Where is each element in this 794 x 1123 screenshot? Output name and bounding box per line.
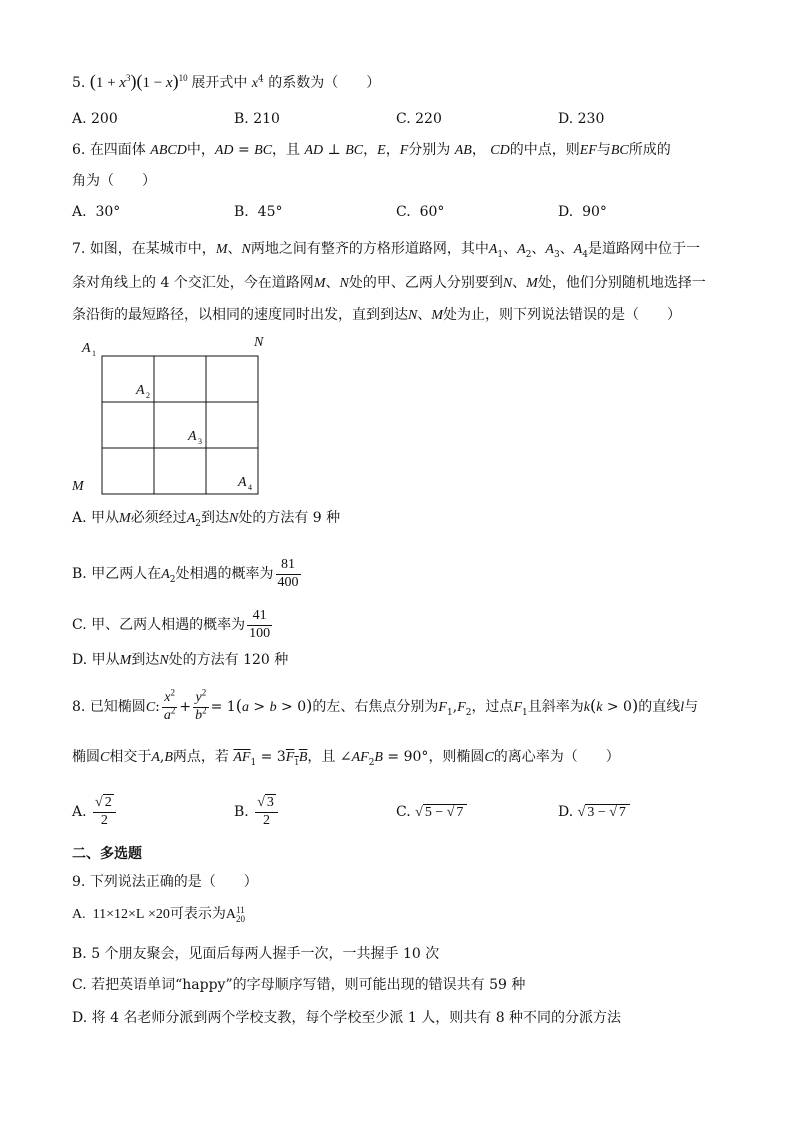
q9-option-a[interactable]: A. 11×12×L ×20可表示为A 11 20 <box>72 904 245 924</box>
label-A1-sub: 1 <box>92 349 96 358</box>
question-9: 9. 下列说法正确的是（ ） <box>72 874 258 890</box>
q5-tail: 展开式中 <box>191 75 248 91</box>
label-A3-sub: 3 <box>198 437 202 446</box>
q5-tail2: 的系数为（ ） <box>268 75 381 91</box>
q6-option-c[interactable]: C. 60° <box>396 204 445 220</box>
q6-option-d[interactable]: D. 90° <box>558 204 607 220</box>
q6-option-a[interactable]: A. 30° <box>72 204 121 220</box>
q5-option-d[interactable]: D. 230 <box>558 111 605 127</box>
label-A4: A <box>238 475 247 490</box>
q8-option-c[interactable]: C. √ 5 − √ 7 <box>396 790 467 835</box>
label-A3: A <box>188 429 197 444</box>
q7-option-c[interactable]: C. 甲、乙两人相遇的概率为 $\frac{41}{100}$ <box>72 608 271 641</box>
q7-option-b[interactable]: B. 甲乙两人在$A_2$处相遇的概率为 $\frac{81}{400}$ <box>72 557 299 590</box>
grid-lines <box>102 356 258 494</box>
section-title-multiple-choice: 二、多选题 <box>72 846 142 862</box>
q5-option-a[interactable]: A. 200 <box>72 111 118 127</box>
label-A4-sub: 4 <box>248 483 252 492</box>
question-5: 5. $(1 + x^3)(1 - x)^{10}$ 展开式中 $x^4$ 的系数为（ ） <box>72 71 381 91</box>
question-6: 6. 在四面体 ABCD中，AD = BC，且 AD ⊥ BC，E，F分别为 AB， CD的中点，则EF与BC所成的 <box>72 142 671 158</box>
q7-line3: 条沿街的最短路径，以相同的速度同时出发，直到到达N、M处为止，则下列说法错误的是（ ） <box>72 307 682 323</box>
q7-line2: 条对角线上的 4 个交汇处，今在道路网M、N处的甲、乙两人分别要到N、M处，他们分别随机地选择一 <box>72 275 706 291</box>
q5-number: 5. <box>72 75 86 91</box>
q8-option-a[interactable]: A. $\frac{√ 2}{2}$ <box>72 790 118 834</box>
label-M: M <box>72 479 84 494</box>
label-A1: A <box>82 341 91 356</box>
q6-line2: 角为（ ） <box>72 173 156 189</box>
q8-option-d[interactable]: D. √ 3 − √ 7 <box>558 790 630 835</box>
question-8: 8. 已知椭圆C: $\frac{x^2}{a^2}$ + $\frac{y^2}{b^2}$ = 1(a > b > 0)的左、右焦点分别为$F_1,F_2$，过点$F_1$且斜率为k(k > 0)的直线l与 <box>72 687 699 723</box>
label-A2-sub: 2 <box>146 391 150 400</box>
q7-option-a[interactable]: A. 甲从M必须经过$A_2$到达N处的方法有 9 种 <box>72 510 341 529</box>
q7-option-d[interactable]: D. 甲从M到达N处的方法有 120 种 <box>72 652 289 668</box>
question-7: 7. 如图，在某城市中，M、N两地之间有整齐的方格形道路网，其中$A_1$、$A_2$、$A_3$、$A_4$是道路网中位于一 <box>72 241 701 260</box>
q5-expression: $(1 + x^3)(1 - x)^{10}$ <box>89 71 188 91</box>
label-N: N <box>254 335 264 350</box>
q8-option-b[interactable]: B. $\frac{√ 3}{2}$ <box>234 790 280 834</box>
q5-option-c[interactable]: C. 220 <box>396 111 442 127</box>
q9-option-c[interactable]: C. 若把英语单词“happy”的字母顺序写错，则可能出现的错误共有 59 种 <box>72 977 526 993</box>
label-A2: A <box>136 383 145 398</box>
street-grid-figure <box>70 330 270 500</box>
q9-option-b[interactable]: B. 5 个朋友聚会，见面后每两人握手一次，一共握手 10 次 <box>72 946 440 962</box>
q6-option-b[interactable]: B. 45° <box>234 204 283 220</box>
q5-option-b[interactable]: B. 210 <box>234 111 280 127</box>
q8-line2: 椭圆C相交于A,B两点，若 $\overline{AF}_1 = 3F_1B$，且 $\angle AF_2B = 90^\circ$，则椭圆C的离心率为（ ） <box>72 749 620 768</box>
q9-option-d[interactable]: D. 将 4 名老师分派到两个学校支教，每个学校至少派 1 人，则共有 8 种不同的分派方法 <box>72 1010 622 1026</box>
